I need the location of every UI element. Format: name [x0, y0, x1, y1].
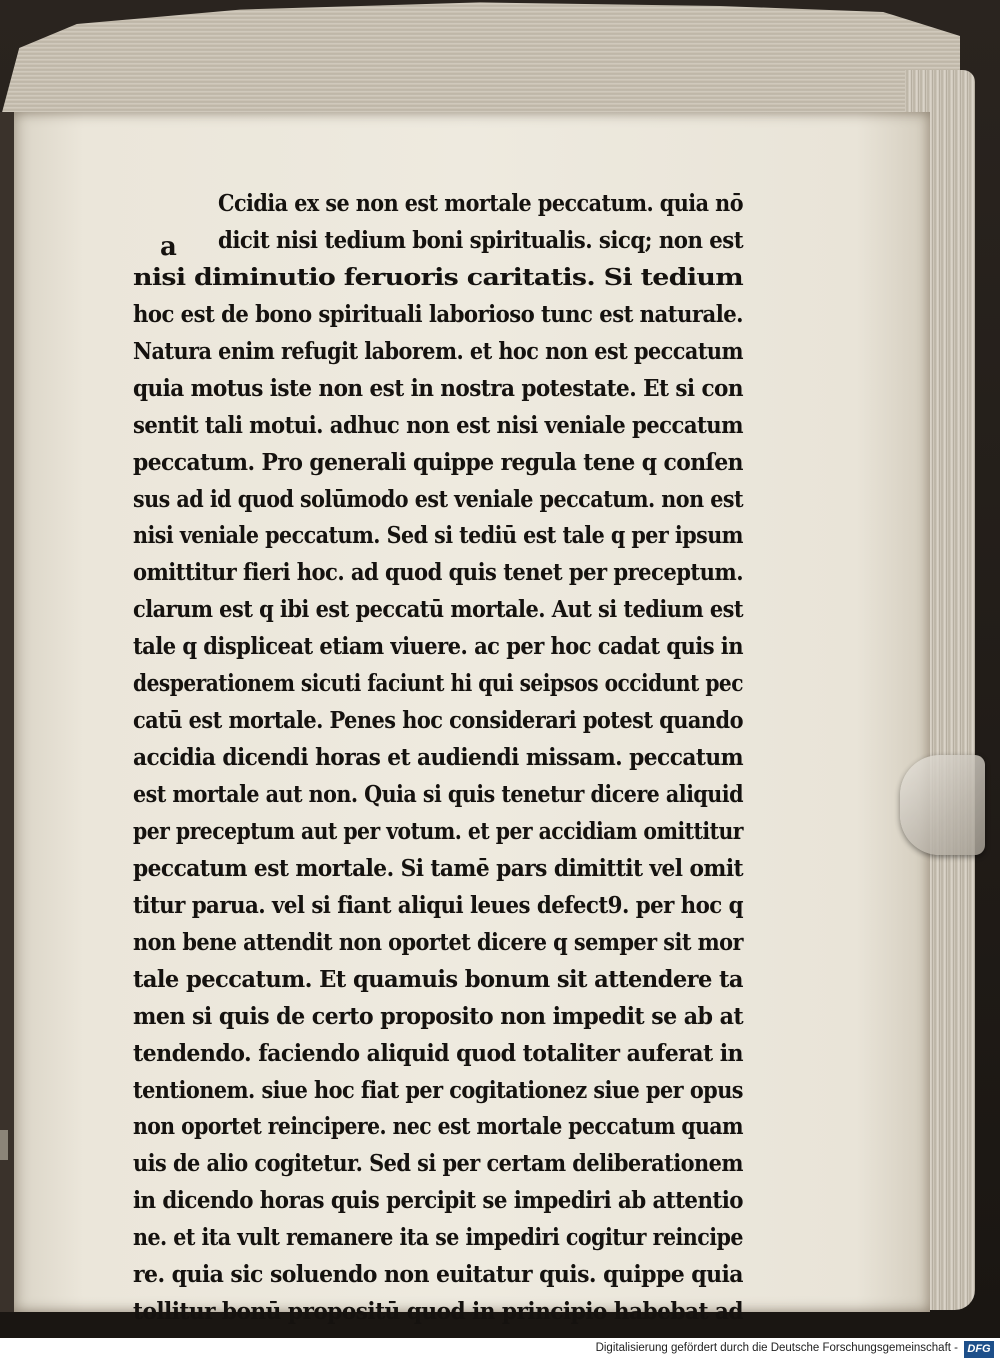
text-line: peccatum est mortale. Si tamē pars dimittit vel omit [133, 854, 743, 882]
text-line: peccatum. Pro generali quippe regula tene q conſen [133, 448, 743, 476]
text-line: omittitur fieri hoc. ad quod quis tenet per preceptum. [133, 559, 743, 587]
text-line: nisi veniale peccatum. Sed si tediū est tale q per ipsum [133, 522, 743, 550]
text-line: catū est mortale. Penes hoc considerari potest quando [133, 707, 743, 735]
text-line: non oportet reincipere. nec est mortale peccatum quam [133, 1113, 743, 1141]
marginal-letter: a [160, 232, 177, 262]
dfg-credit: Digitalisierung gefördert durch die Deutsche Forschungsgemeinschaft - [595, 1342, 958, 1354]
dfg-logo[interactable]: DFG [964, 1341, 994, 1358]
text-line: desperationem sicuti faciunt hi qui seipsos occidunt pec [133, 670, 743, 698]
text-line: men si quis de certo proposito non impedit se ab at [133, 1002, 743, 1030]
text-line: ne. et ita vult remanere ita se impediri cogitur reincipe [133, 1224, 743, 1252]
text-line: nisi diminutio feruoris caritatis. Si tedium [133, 263, 743, 291]
text-line: in dicendo horas quis percipit se impediri ab attentio [133, 1187, 743, 1215]
text-line: sus ad id quod solūmodo est veniale peccatum. non est [133, 485, 743, 513]
text-line: non bene attendit non oportet dicere q semper sit mor [133, 928, 743, 956]
text-line: est mortale aut non. Quia si quis tenetur dicere aliquid [133, 781, 743, 808]
text-line: quia motus iste non est in nostra potestate. Et si con [133, 374, 743, 402]
edge-mark [0, 1130, 8, 1160]
text-line: re. quia sic soluendo non euitatur quis. quippe quia [133, 1261, 743, 1289]
text-line: accidia dicendi horas et audiendi missam. peccatum [133, 744, 743, 772]
text-line: tentionem. siue hoc fiat per cogitationez siue per opus [133, 1076, 743, 1104]
text-line: tale peccatum. Et quamuis bonum sit attendere ta [133, 965, 743, 993]
text-line: Natura enim refugit laborem. et hoc non est peccatum [133, 337, 743, 365]
text-line: Ccidia ex se non est mortale peccatum. quia nō [217, 190, 743, 217]
text-line: tendendo. faciendo aliquid quod totaliter auferat in [133, 1039, 743, 1067]
text-line: uis de alio cogitetur. Sed si per certam deliberationem [133, 1150, 743, 1178]
text-line: clarum est q ibi est peccatū mortale. Aut si tedium est [133, 596, 743, 624]
top-page-edges [0, 0, 960, 120]
text-line: hoc est de bono spirituali laborioso tunc est naturale. [133, 300, 743, 328]
text-line: tollitur bonū propositū quod in principio habebat ad [133, 1298, 743, 1326]
text-line: tale q displiceat etiam viuere. ac per hoc cadat quis in [133, 633, 743, 661]
page-clip [900, 755, 985, 855]
text-line: dicit nisi tedium boni spiritualis. sicq; non est [217, 226, 743, 254]
text-block [133, 186, 743, 1331]
text-line: sentit tali motui. adhuc non est nisi veniale peccatum [133, 411, 743, 439]
text-line: per preceptum aut per votum. et per accidiam omittitur [133, 817, 743, 845]
footer-bar [0, 1338, 1000, 1361]
text-line: titur parua. vel si fiant aliqui leues defect9. per hoc q [133, 891, 743, 919]
